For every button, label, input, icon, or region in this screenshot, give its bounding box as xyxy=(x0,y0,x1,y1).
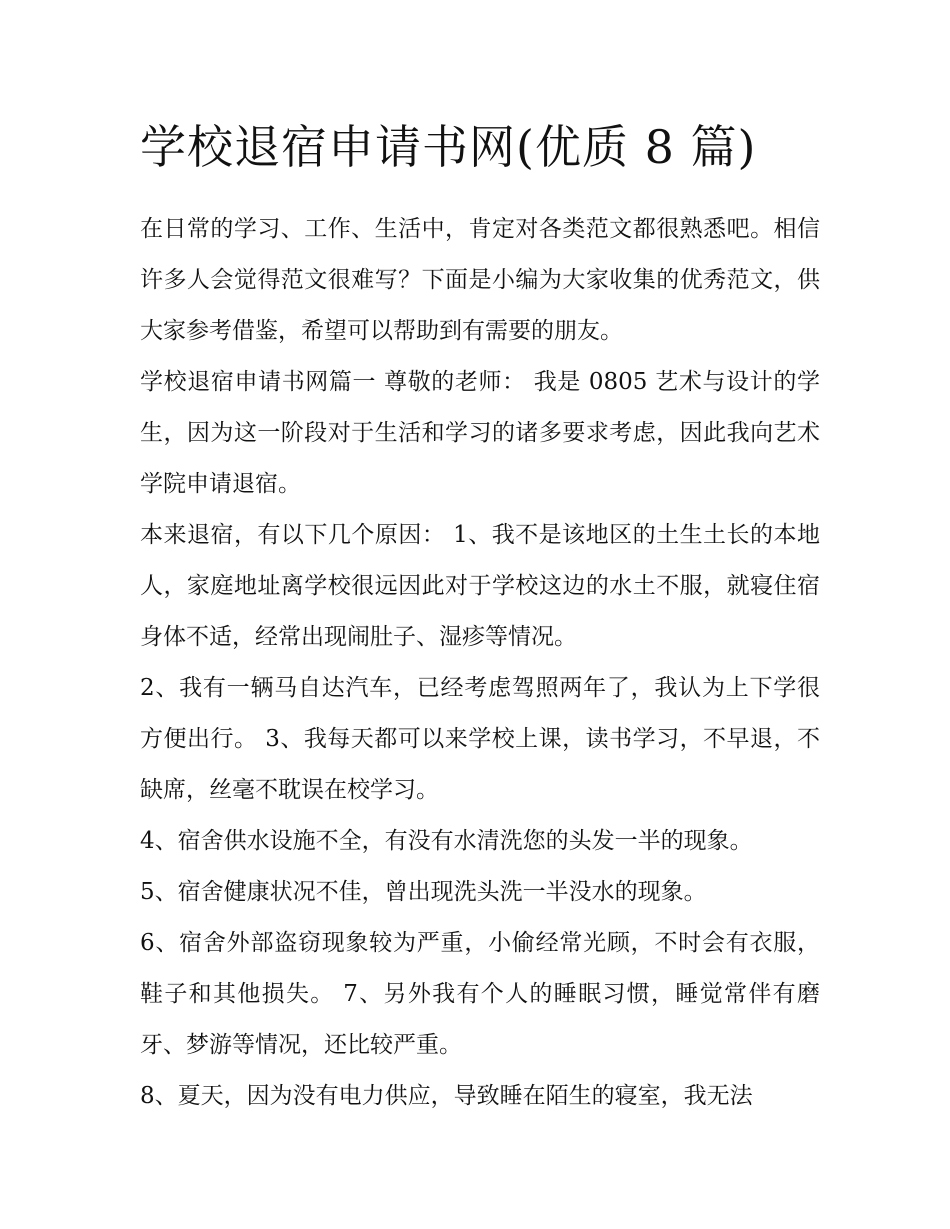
paragraph-reason-5: 5、宿舍健康状况不佳，曾出现洗头洗一半没水的现象。 xyxy=(140,879,707,905)
paragraph-reason-8: 8、夏天，因为没有电力供应，导致睡在陌生的寝室，我无法 xyxy=(140,1083,753,1109)
paragraph-reason-2-3: 2、我有一辆马自达汽车，已经考虑驾照两年了，我认为上下学很方便出行。 3、我每天都可以来学校上课，读书学习，不早退，不缺席，丝毫不耽误在校学习。 xyxy=(140,675,820,803)
paragraph-reason-6-7: 6、宿舍外部盗窃现象较为严重，小偷经常光顾，不时会有衣服，鞋子和其他损失。 7、另外我有个人的睡眠习惯，睡觉常伴有磨牙、梦游等情况，还比较严重。 xyxy=(140,930,820,1058)
paragraph-salutation: 学校退宿申请书网篇一 尊敬的老师： 我是 0805 艺术与设计的学生，因为这一阶段对于生活和学习的诸多要求考虑，因此我向艺术学院申请退宿。 xyxy=(140,369,820,497)
paragraph-intro: 在日常的学习、工作、生活中，肯定对各类范文都很熟悉吧。相信许多人会觉得范文很难写？下面是小编为大家收集的优秀范文，供大家参考借鉴，希望可以帮助到有需要的朋友。 xyxy=(140,216,820,344)
paragraph-reason-4: 4、宿舍供水设施不全，有没有水清洗您的头发一半的现象。 xyxy=(140,828,753,854)
document-title: 学校退宿申请书网(优质 8 篇) xyxy=(140,120,757,174)
document-body xyxy=(140,112,820,1122)
paragraph-reason-1: 本来退宿，有以下几个原因： 1、我不是该地区的土生土长的本地人，家庭地址离学校很远因此对于学校这边的水土不服，就寝住宿身体不适，经常出现闹肚子、湿疹等情况。 xyxy=(140,522,820,650)
